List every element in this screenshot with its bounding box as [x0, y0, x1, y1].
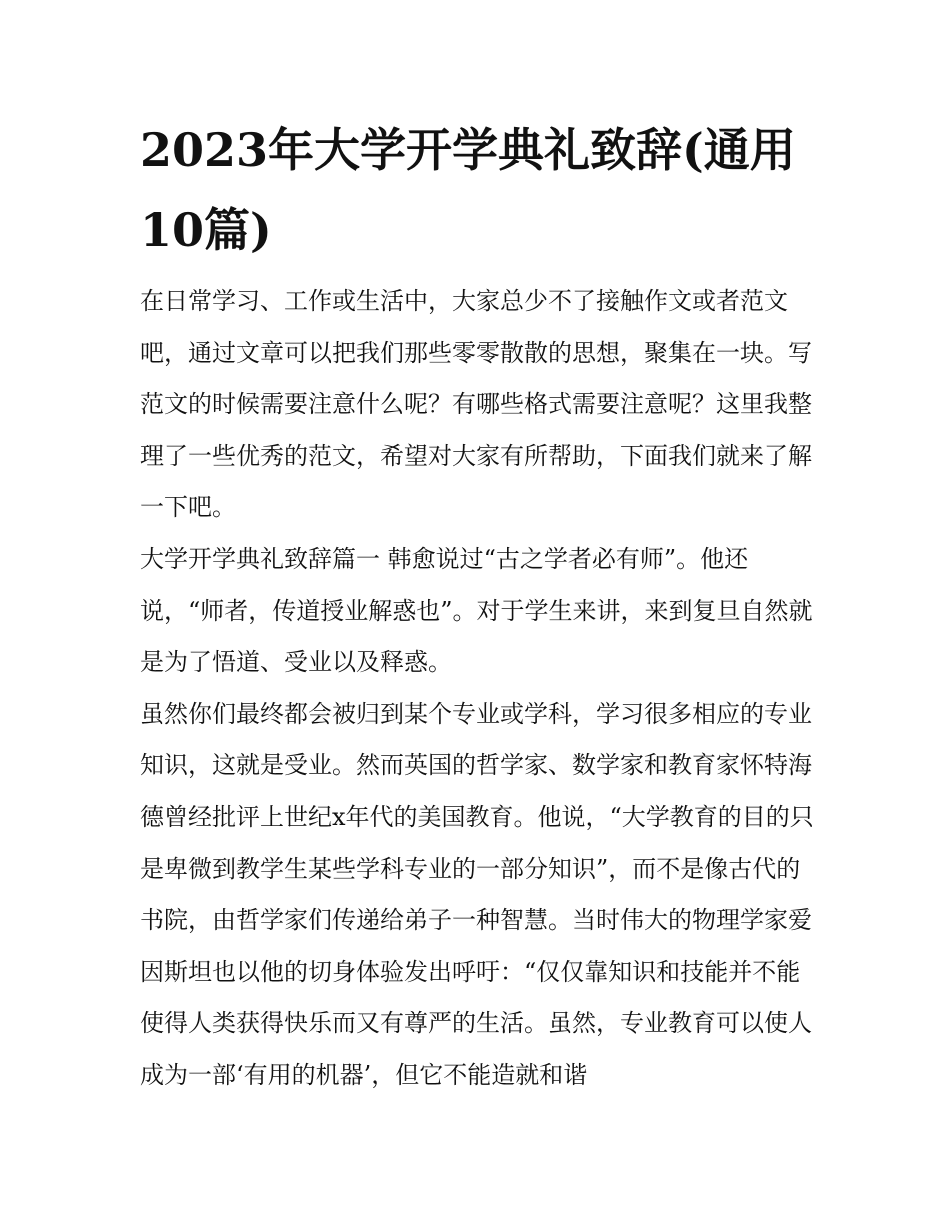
paragraph-education: 虽然你们最终都会被归到某个专业或学科，学习很多相应的专业知识，这就是受业。然而英国的哲学家、数学家和教育家怀特海德曾经批评上世纪x年代的美国教育。他说，“大学教育的目的只是卑微到教学生某些学科专业的一部分知识”，而不是像古代的书院，由哲学家们传递给弟子一种智慧。当时伟大的物理学家爱因斯坦也以他的切身体验发出呼吁：“仅仅靠知识和技能并不能使得人类获得快乐而又有尊严的生活。虽然，专业教育可以使人成为一部‘有用的机器’，但它不能造就和谐 [140, 699, 814, 1089]
paragraph-speech-one: 大学开学典礼致辞篇一 韩愈说过“古之学者必有师”。他还说，“师者，传道授业解惑也”。对于学生来讲，来到复旦自然就是为了悟道、受业以及释惑。 [140, 544, 813, 677]
document-body [140, 276, 820, 1102]
paragraph-intro: 在日常学习、工作或生活中，大家总少不了接触作文或者范文吧，通过文章可以把我们那些零零散散的思想，聚集在一块。写范文的时候需要注意什么呢？有哪些格式需要注意呢？这里我整理了一些优秀的范文，希望对大家有所帮助，下面我们就来了解一下吧。 [140, 287, 812, 522]
document-title: 2023年大学开学典礼致辞(通用10篇) [140, 123, 796, 257]
